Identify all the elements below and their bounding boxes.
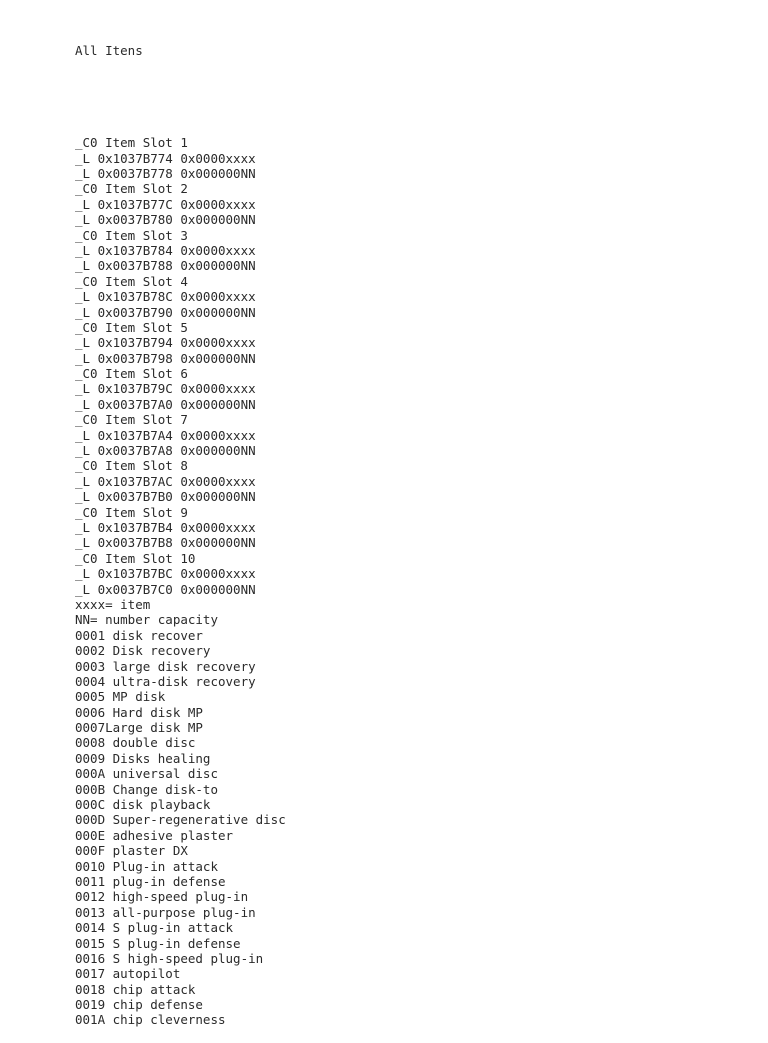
code-line: 0007Large disk MP (75, 720, 203, 736)
code-line: NN= number capacity (75, 612, 218, 628)
code-line: _C0 Item Slot 7 (75, 412, 188, 428)
code-line: 0018 chip attack (75, 981, 196, 997)
document-body (75, 12, 286, 1043)
code-line: _C0 Item Slot 5 (75, 319, 188, 335)
code-line: _L 0x0037B788 0x000000NN (75, 258, 256, 274)
code-line: 0006 Hard disk MP (75, 704, 203, 720)
code-line: 000C disk playback (75, 797, 211, 813)
code-line: 0003 large disk recovery (75, 658, 256, 674)
code-line: _L 0x0037B7B0 0x000000NN (75, 489, 256, 505)
code-line: xxxx= item (75, 596, 151, 612)
code-line: 000D Super-regenerative disc (75, 812, 286, 828)
blank-line (75, 89, 286, 104)
code-line: 0011 plug-in defense (75, 873, 226, 889)
code-line: _C0 Item Slot 4 (75, 273, 188, 289)
code-line: 0017 autopilot (75, 966, 181, 982)
code-line: _L 0x0037B780 0x000000NN (75, 212, 256, 228)
code-line: _L 0x0037B790 0x000000NN (75, 304, 256, 320)
code-line: _L 0x0037B798 0x000000NN (75, 350, 256, 366)
code-line: 000B Change disk-to (75, 781, 218, 797)
code-line: 0012 high-speed plug-in (75, 889, 249, 905)
code-line: 0009 Disks healing (75, 750, 211, 766)
code-line: 000A universal disc (75, 766, 218, 782)
code-line: _L 0x1037B794 0x0000xxxx (75, 335, 256, 351)
code-line: _L 0x1037B784 0x0000xxxx (75, 242, 256, 258)
code-line: _L 0x1037B78C 0x0000xxxx (75, 289, 256, 305)
code-line: 0013 all-purpose plug-in (75, 904, 256, 920)
code-line: _L 0x1037B7B4 0x0000xxxx (75, 519, 256, 535)
code-line: _L 0x1037B7A4 0x0000xxxx (75, 427, 256, 443)
code-line: 0019 chip defense (75, 997, 203, 1013)
code-line: 0015 S plug-in defense (75, 935, 241, 951)
code-line: 0010 Plug-in attack (75, 858, 218, 874)
code-line: 0001 disk recover (75, 627, 203, 643)
code-line: _L 0x0037B778 0x000000NN (75, 166, 256, 181)
code-line: _L 0x0037B7A0 0x000000NN (75, 396, 256, 412)
code-line: _C0 Item Slot 1 (75, 135, 188, 151)
code-line: _L 0x0037B7B8 0x000000NN (75, 535, 256, 551)
code-line: _C0 Item Slot 6 (75, 366, 188, 382)
code-line: _L 0x1037B7BC 0x0000xxxx (75, 566, 256, 582)
code-line: _L 0x1037B79C 0x0000xxxx (75, 381, 256, 397)
code-line: 0004 ultra-disk recovery (75, 673, 256, 689)
code-line: 000F plaster DX (75, 843, 188, 859)
code-line: 000E adhesive plaster (75, 827, 234, 843)
code-line: 001A chip cleverness (75, 1012, 226, 1028)
code-line: _C0 Item Slot 10 (75, 550, 196, 566)
code-line: 0005 MP disk (75, 689, 166, 705)
code-line: _C0 Item Slot 2 (75, 181, 188, 197)
code-line: _C0 Item Slot 8 (75, 458, 188, 474)
code-line: 0008 double disc (75, 735, 196, 751)
document-title: All Itens (75, 42, 143, 58)
code-line: 0002 Disk recovery (75, 643, 211, 659)
code-line: _C0 Item Slot 9 (75, 504, 188, 520)
code-line: _L 0x1037B7AC 0x0000xxxx (75, 473, 256, 489)
code-line: _L 0x0037B7C0 0x000000NN (75, 581, 256, 597)
code-listing (75, 135, 286, 1028)
code-line: 0016 S high-speed plug-in (75, 950, 264, 966)
code-line: 0014 S plug-in attack (75, 920, 234, 936)
code-line: _C0 Item Slot 3 (75, 227, 188, 243)
code-line: _L 0x1037B77C 0x0000xxxx (75, 196, 256, 212)
code-line: _L 0x0037B7A8 0x000000NN (75, 443, 256, 459)
code-line: _L 0x1037B774 0x0000xxxx (75, 150, 256, 166)
